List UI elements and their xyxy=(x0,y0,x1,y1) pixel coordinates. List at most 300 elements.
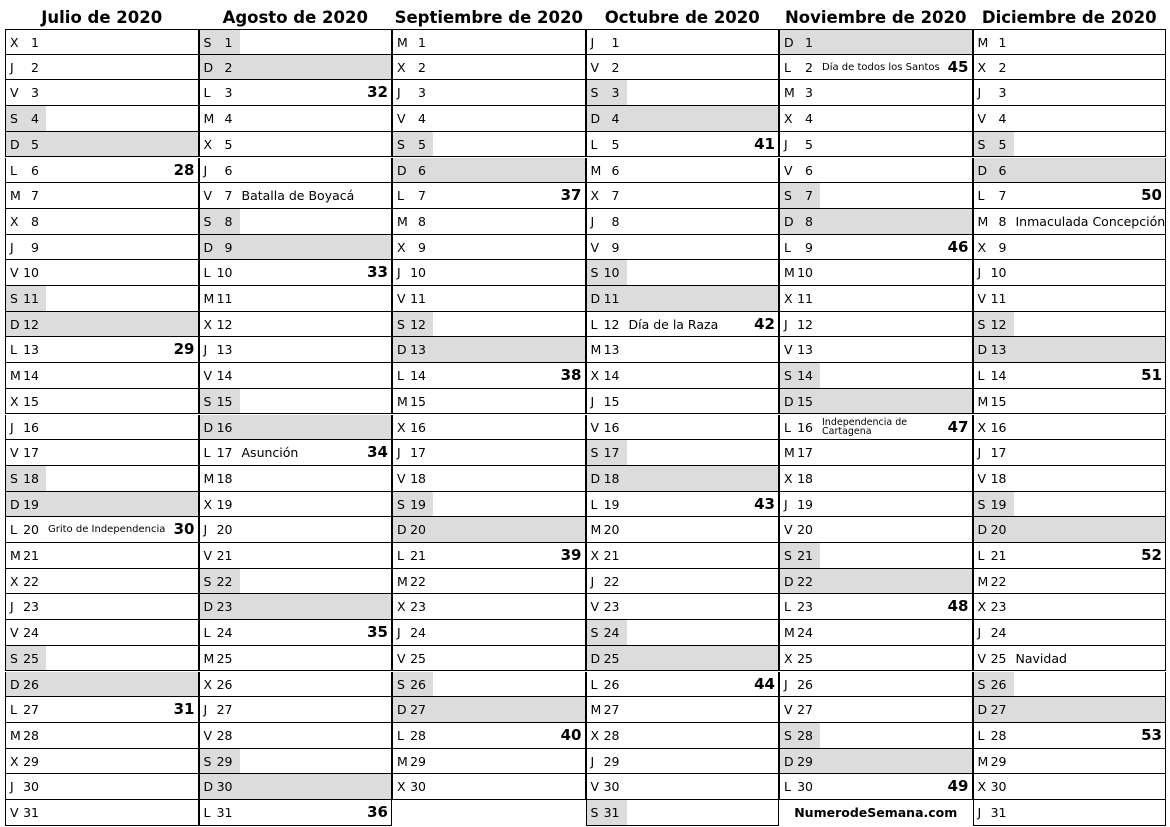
weekday-letter: S xyxy=(10,291,18,306)
day-row xyxy=(973,158,1167,184)
weekday-letter: X xyxy=(590,188,600,204)
day-number: 28 xyxy=(797,727,813,743)
weekday-letter: D xyxy=(203,419,214,435)
day-number: 2 xyxy=(998,59,1007,75)
day-row xyxy=(586,620,780,646)
day-number: 29 xyxy=(410,753,426,769)
weekday-letter: X xyxy=(784,291,793,306)
day-number: 15 xyxy=(797,393,813,409)
weekday-letter: D xyxy=(397,342,407,358)
day-row xyxy=(586,286,780,312)
day-row xyxy=(5,466,199,492)
day-number: 9 xyxy=(224,239,233,255)
weekday-letter: D xyxy=(784,573,794,589)
day-number: 23 xyxy=(23,599,39,615)
week-number: 52 xyxy=(1141,546,1162,564)
weekday-letter: D xyxy=(590,111,601,127)
day-row xyxy=(586,209,780,235)
day-row xyxy=(973,80,1167,106)
day-number: 18 xyxy=(797,470,813,486)
day-row xyxy=(586,337,780,363)
day-row xyxy=(392,158,586,184)
day-number: 26 xyxy=(23,676,39,692)
week-number: 47 xyxy=(947,417,969,436)
weekday-letter: M xyxy=(397,393,408,409)
day-number: 17 xyxy=(216,445,233,461)
day-row xyxy=(586,543,780,569)
day-row xyxy=(199,363,393,389)
day-number: 28 xyxy=(23,727,39,743)
weekday-letter: V xyxy=(203,548,213,563)
day-number: 26 xyxy=(990,676,1007,692)
weekday-letter: J xyxy=(977,265,982,281)
day-row xyxy=(199,672,393,698)
day-row xyxy=(779,415,973,441)
day-row xyxy=(779,260,973,286)
day-number: 9 xyxy=(998,239,1007,255)
day-row xyxy=(5,363,199,389)
weekday-letter: D xyxy=(977,162,988,178)
day-row xyxy=(586,569,780,595)
day-number: 21 xyxy=(410,548,426,563)
weekday-letter: V xyxy=(203,727,213,743)
day-row xyxy=(779,209,973,235)
day-number: 27 xyxy=(797,702,813,718)
weekday-letter: S xyxy=(10,111,18,127)
weekday-letter: X xyxy=(203,136,213,152)
day-row xyxy=(392,80,586,106)
day-number: 2 xyxy=(805,59,813,75)
day-row xyxy=(586,235,780,261)
weekday-letter: X xyxy=(397,419,406,435)
day-row xyxy=(973,312,1167,338)
day-row xyxy=(392,620,586,646)
day-number: 13 xyxy=(603,342,620,358)
day-row xyxy=(973,106,1167,132)
day-row xyxy=(973,415,1167,441)
day-number: 15 xyxy=(410,393,426,409)
day-row xyxy=(392,723,586,749)
day-row xyxy=(586,672,780,698)
weekday-letter: J xyxy=(977,625,982,641)
day-row xyxy=(779,80,973,106)
day-number: 3 xyxy=(224,85,233,101)
day-row xyxy=(779,286,973,312)
weekday-letter: S xyxy=(590,625,599,641)
day-row xyxy=(5,672,199,698)
week-number: 32 xyxy=(367,83,388,102)
day-row xyxy=(392,543,586,569)
weekday-letter: L xyxy=(397,368,404,384)
day-row xyxy=(586,106,780,132)
month-title: Agosto de 2020 xyxy=(222,8,368,27)
weekday-letter: D xyxy=(784,393,794,409)
day-number: 23 xyxy=(216,599,233,615)
day-number: 14 xyxy=(216,368,233,384)
weekday-letter: J xyxy=(397,445,401,461)
day-row xyxy=(586,749,780,775)
day-number: 20 xyxy=(990,522,1007,538)
weekday-letter: D xyxy=(397,162,407,178)
day-row xyxy=(5,646,199,672)
weekday-letter: S xyxy=(590,445,599,461)
day-number: 28 xyxy=(603,727,620,743)
day-row xyxy=(586,774,780,800)
weekday-letter: X xyxy=(10,35,19,50)
day-row xyxy=(392,440,586,466)
day-row xyxy=(973,620,1167,646)
day-number: 11 xyxy=(990,291,1007,306)
day-number: 19 xyxy=(410,496,426,512)
week-number: 40 xyxy=(560,725,582,744)
day-number: 21 xyxy=(23,548,39,563)
week-number: 34 xyxy=(367,443,388,462)
day-number: 31 xyxy=(603,805,620,820)
day-row xyxy=(779,466,973,492)
day-number: 3 xyxy=(31,85,39,101)
day-number: 14 xyxy=(410,368,426,384)
day-row xyxy=(973,440,1167,466)
day-number: 28 xyxy=(990,727,1007,743)
weekday-letter: L xyxy=(784,419,791,435)
day-number: 6 xyxy=(224,162,233,178)
week-number: 35 xyxy=(367,623,388,642)
day-row xyxy=(5,158,199,184)
day-row xyxy=(779,723,973,749)
day-number: 3 xyxy=(418,85,426,101)
weekday-letter: D xyxy=(203,239,214,255)
weekday-letter: S xyxy=(590,265,599,281)
day-number: 26 xyxy=(216,676,233,692)
day-number: 23 xyxy=(990,599,1007,615)
day-row xyxy=(973,209,1167,235)
day-number: 19 xyxy=(603,496,620,512)
day-row xyxy=(392,235,586,261)
day-number: 20 xyxy=(216,522,233,538)
weekday-letter: D xyxy=(10,496,20,512)
day-number: 2 xyxy=(31,59,39,75)
day-row xyxy=(779,594,973,620)
weekday-letter: L xyxy=(203,805,211,820)
day-number: 24 xyxy=(410,625,426,641)
day-row xyxy=(586,466,780,492)
day-row xyxy=(586,55,780,81)
holiday-label: Batalla de Boyacá xyxy=(241,188,355,204)
weekday-letter: L xyxy=(977,188,985,204)
weekday-letter: X xyxy=(977,599,987,615)
day-number: 24 xyxy=(603,625,620,641)
day-row xyxy=(392,646,586,672)
day-row xyxy=(973,286,1167,312)
day-row xyxy=(973,646,1167,672)
weekday-letter: X xyxy=(10,573,19,589)
day-number: 19 xyxy=(216,496,233,512)
day-row xyxy=(586,312,780,338)
day-number: 13 xyxy=(216,342,233,358)
day-row xyxy=(392,569,586,595)
day-number: 15 xyxy=(603,393,620,409)
day-row xyxy=(586,389,780,415)
day-row xyxy=(586,158,780,184)
weekday-letter: M xyxy=(784,85,795,101)
weekday-letter: M xyxy=(397,213,408,229)
day-number: 2 xyxy=(418,59,426,75)
day-row xyxy=(199,697,393,723)
day-number: 27 xyxy=(216,702,233,718)
day-row xyxy=(586,29,780,55)
weekday-letter: X xyxy=(397,239,406,255)
day-row xyxy=(973,569,1167,595)
weekday-letter: M xyxy=(203,650,215,666)
weekday-letter: S xyxy=(590,805,599,820)
day-number: 7 xyxy=(224,188,233,204)
day-row xyxy=(5,132,199,158)
weekday-letter: J xyxy=(203,342,208,358)
day-row xyxy=(199,132,393,158)
day-number: 18 xyxy=(216,470,233,486)
weekday-letter: L xyxy=(397,727,404,743)
day-row xyxy=(5,389,199,415)
day-row xyxy=(392,517,586,543)
weekday-letter: M xyxy=(397,573,408,589)
holiday-label: Día de todos los Santos xyxy=(822,61,940,73)
day-number: 26 xyxy=(603,676,620,692)
day-row xyxy=(779,672,973,698)
day-row xyxy=(392,415,586,441)
day-row xyxy=(199,337,393,363)
weekday-letter: J xyxy=(784,316,788,332)
week-number: 28 xyxy=(173,160,195,179)
day-number: 11 xyxy=(603,291,620,306)
weekday-letter: D xyxy=(10,136,20,152)
weekday-letter: V xyxy=(203,188,213,204)
day-number: 8 xyxy=(31,213,39,229)
month-title: Diciembre de 2020 xyxy=(981,8,1157,27)
weekday-letter: J xyxy=(203,522,208,538)
weekday-letter: S xyxy=(784,368,792,384)
day-row xyxy=(199,723,393,749)
day-row xyxy=(199,55,393,81)
day-number: 15 xyxy=(990,393,1007,409)
day-number: 13 xyxy=(23,342,39,358)
weekday-letter: J xyxy=(590,393,595,409)
day-row xyxy=(779,312,973,338)
day-row xyxy=(973,260,1167,286)
day-row xyxy=(973,55,1167,81)
weekday-letter: J xyxy=(10,779,14,795)
day-number: 17 xyxy=(990,445,1007,461)
day-number: 3 xyxy=(998,85,1007,101)
day-row xyxy=(392,312,586,338)
day-number: 1 xyxy=(805,35,813,50)
weekday-letter: M xyxy=(977,753,989,769)
weekday-letter: L xyxy=(590,316,598,332)
day-row xyxy=(5,312,199,338)
weekday-letter: D xyxy=(203,599,214,615)
day-number: 10 xyxy=(603,265,620,281)
day-row xyxy=(392,29,586,55)
weekday-letter: L xyxy=(977,727,985,743)
day-number: 30 xyxy=(216,779,233,795)
week-number: 42 xyxy=(754,314,775,333)
day-row xyxy=(586,646,780,672)
day-number: 1 xyxy=(31,35,39,50)
day-row xyxy=(392,337,586,363)
day-row xyxy=(779,749,973,775)
weekday-letter: L xyxy=(784,779,791,795)
day-row xyxy=(392,749,586,775)
day-number: 24 xyxy=(990,625,1007,641)
website-footer: NumerodeSemana.com xyxy=(794,805,958,820)
weekday-letter: J xyxy=(977,85,982,101)
weekday-letter: X xyxy=(977,59,987,75)
day-row xyxy=(199,415,393,441)
weekday-letter: D xyxy=(10,316,20,332)
day-row xyxy=(779,697,973,723)
day-number: 16 xyxy=(216,419,233,435)
holiday-label: Día de la Raza xyxy=(628,316,719,332)
day-number: 16 xyxy=(603,419,620,435)
weekday-letter: M xyxy=(977,213,989,229)
day-number: 29 xyxy=(990,753,1007,769)
day-number: 8 xyxy=(805,213,813,229)
weekday-letter: V xyxy=(784,702,793,718)
day-number: 4 xyxy=(611,111,620,127)
day-row xyxy=(199,235,393,261)
weekday-letter: X xyxy=(590,368,600,384)
day-number: 27 xyxy=(603,702,620,718)
day-row xyxy=(5,774,199,800)
day-row xyxy=(973,749,1167,775)
day-number: 8 xyxy=(611,213,620,229)
day-row xyxy=(779,646,973,672)
weekday-letter: V xyxy=(397,111,406,127)
weekday-letter: D xyxy=(397,702,407,718)
weekday-letter: S xyxy=(977,316,986,332)
day-row xyxy=(973,800,1167,826)
weekday-letter: D xyxy=(397,522,407,538)
month-title: Septiembre de 2020 xyxy=(394,8,583,27)
holiday-label: Navidad xyxy=(1015,650,1067,666)
day-row xyxy=(779,158,973,184)
weekday-letter: M xyxy=(784,265,795,281)
day-row xyxy=(199,492,393,518)
day-number: 9 xyxy=(418,239,426,255)
day-number: 16 xyxy=(23,419,39,435)
day-row xyxy=(973,672,1167,698)
day-number: 18 xyxy=(603,470,620,486)
day-number: 16 xyxy=(797,419,813,435)
weekday-letter: S xyxy=(10,470,18,486)
day-number: 27 xyxy=(410,702,426,718)
day-number: 31 xyxy=(23,805,39,820)
day-row xyxy=(779,543,973,569)
weekday-letter: S xyxy=(784,727,792,743)
day-row xyxy=(199,800,393,826)
day-row xyxy=(586,260,780,286)
day-row xyxy=(5,800,199,826)
day-number: 10 xyxy=(990,265,1007,281)
day-number: 13 xyxy=(410,342,426,358)
week-number: 53 xyxy=(1141,725,1162,744)
day-number: 11 xyxy=(410,291,426,306)
weekday-letter: J xyxy=(590,35,595,50)
weekday-letter: J xyxy=(203,702,208,718)
day-row xyxy=(199,312,393,338)
weekday-letter: D xyxy=(784,213,794,229)
day-row xyxy=(5,620,199,646)
weekday-letter: M xyxy=(977,35,989,50)
day-number: 5 xyxy=(224,136,233,152)
day-number: 18 xyxy=(410,470,426,486)
day-number: 16 xyxy=(410,419,426,435)
day-row xyxy=(5,183,199,209)
day-number: 6 xyxy=(31,162,39,178)
weekday-letter: X xyxy=(10,213,19,229)
day-number: 8 xyxy=(224,213,233,229)
day-row xyxy=(392,774,586,800)
day-number: 27 xyxy=(23,702,39,718)
weekday-letter: J xyxy=(397,625,401,641)
day-row xyxy=(973,723,1167,749)
weekday-letter: J xyxy=(203,162,208,178)
day-number: 10 xyxy=(216,265,233,281)
weekday-letter: M xyxy=(203,111,215,127)
day-number: 20 xyxy=(410,522,426,538)
weekday-letter: X xyxy=(590,548,600,563)
day-number: 17 xyxy=(603,445,620,461)
weekday-letter: S xyxy=(977,136,986,152)
weekday-letter: L xyxy=(203,265,211,281)
weekday-letter: S xyxy=(977,676,986,692)
weekday-letter: L xyxy=(590,496,598,512)
day-number: 6 xyxy=(998,162,1007,178)
day-number: 5 xyxy=(418,136,426,152)
day-row xyxy=(199,517,393,543)
day-number: 10 xyxy=(797,265,813,281)
day-number: 6 xyxy=(418,162,426,178)
day-number: 14 xyxy=(990,368,1007,384)
day-row xyxy=(392,697,586,723)
weekday-letter: S xyxy=(977,496,986,512)
weekday-letter: M xyxy=(590,342,602,358)
day-row xyxy=(779,363,973,389)
day-row xyxy=(586,800,780,826)
day-row xyxy=(392,286,586,312)
day-row xyxy=(779,55,973,81)
day-row xyxy=(5,697,199,723)
week-number: 38 xyxy=(560,366,582,385)
month-title: Octubre de 2020 xyxy=(604,8,760,27)
day-number: 25 xyxy=(410,650,426,666)
weekday-letter: S xyxy=(784,188,792,204)
holiday-label: Grito de Independencia xyxy=(48,524,166,536)
weekday-letter: V xyxy=(977,291,987,306)
weekday-letter: S xyxy=(590,85,599,101)
day-number: 31 xyxy=(990,805,1007,820)
day-row xyxy=(5,415,199,441)
weekday-letter: D xyxy=(203,779,214,795)
day-number: 17 xyxy=(797,445,813,461)
day-row xyxy=(392,132,586,158)
weekday-letter: M xyxy=(203,470,215,486)
day-number: 3 xyxy=(611,85,620,101)
weekday-letter: V xyxy=(784,522,793,538)
day-row xyxy=(973,466,1167,492)
weekday-letter: J xyxy=(784,136,788,152)
day-number: 19 xyxy=(23,496,39,512)
day-number: 3 xyxy=(805,85,813,101)
